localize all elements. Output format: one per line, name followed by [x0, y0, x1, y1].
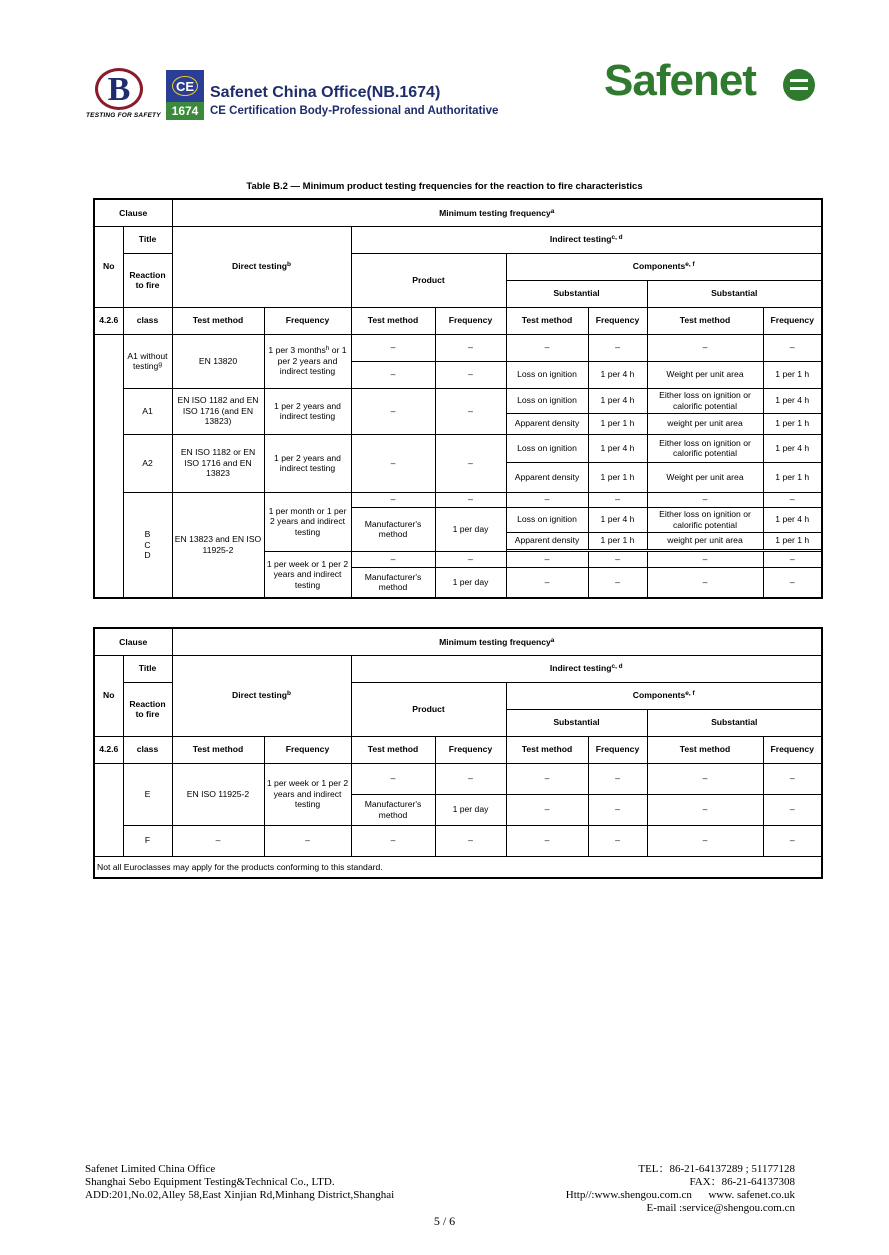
clause-header: Clause: [94, 199, 172, 226]
cell: Either loss on ignition or calorific potential: [647, 434, 763, 462]
ce-mark: CE: [172, 76, 198, 96]
cell: 1 per 4 h: [763, 507, 822, 532]
cell: Loss on ignition: [506, 388, 588, 413]
frequency-header: Frequency: [588, 736, 647, 763]
cell: –: [435, 825, 506, 856]
cell: –: [763, 334, 822, 361]
cell: –: [506, 794, 588, 825]
cell: 1 per 1 h: [588, 462, 647, 492]
cell: –: [647, 763, 763, 794]
direct-frequency-cell: 1 per week or 1 per 2 years and indirect testing: [264, 763, 351, 825]
cell: 1 per day: [435, 567, 506, 598]
substantial-header: Substantial: [647, 709, 822, 736]
footer-company: Safenet Limited China Office: [85, 1163, 216, 1175]
direct-method-cell: EN 13823 and EN ISO 11925-2: [172, 492, 264, 598]
cell: Either loss on ignition or calorific potential: [647, 507, 763, 532]
direct-testing-header: Direct testing$^b$: [172, 226, 351, 307]
table-row: [94, 856, 822, 878]
cell: –: [588, 492, 647, 507]
cell: 1 per 4 h: [763, 388, 822, 413]
test-method-header: Test method: [506, 736, 588, 763]
no-cell: [94, 763, 123, 856]
class-cell: A1 without testing$^g$: [123, 334, 172, 388]
cell: 1 per 4 h: [588, 434, 647, 462]
cell: –: [588, 334, 647, 361]
cell: –: [647, 794, 763, 825]
cell: –: [506, 334, 588, 361]
cell: Manufacturer's method: [351, 794, 435, 825]
cell: –: [506, 825, 588, 856]
cell: –: [588, 794, 647, 825]
cell: –: [763, 492, 822, 507]
test-method-header: Test method: [172, 736, 264, 763]
class-cell: A2: [123, 434, 172, 492]
safenet-brand-logo: Safenet: [604, 56, 756, 105]
frequency-header: Frequency: [435, 307, 506, 334]
table-row: [94, 434, 822, 462]
ce-eu-flag-icon: [166, 70, 204, 102]
direct-testing-header: Direct testing$^b$: [172, 655, 351, 736]
test-method-header: Test method: [647, 736, 763, 763]
cell: 1 per day: [435, 794, 506, 825]
no-cell: [94, 334, 123, 598]
cell: –: [763, 794, 822, 825]
frequency-header: Frequency: [588, 307, 647, 334]
product-header: Product: [351, 682, 506, 736]
footer-tel: TEL：86-21-64137289 ; 51177128: [638, 1163, 795, 1175]
cell: –: [351, 434, 435, 492]
cell: –: [588, 551, 647, 567]
class-cell: F: [123, 825, 172, 856]
cell: –: [435, 334, 506, 361]
substantial-header: Substantial: [506, 280, 647, 307]
reaction-to-fire-header: Reaction to fire: [123, 253, 172, 307]
cell: –: [435, 551, 506, 567]
cell: –: [506, 763, 588, 794]
testing-frequency-table-part2: [93, 627, 823, 879]
no-header: No: [94, 655, 123, 736]
test-method-header: Test method: [351, 736, 435, 763]
components-header: Components$^{e, f}$: [506, 253, 822, 280]
frequency-header: Frequency: [264, 307, 351, 334]
office-title: Safenet China Office(NB.1674): [210, 84, 441, 101]
clause-number: 4.2.6: [94, 736, 123, 763]
table-row: [94, 825, 822, 856]
table-row: [94, 388, 822, 413]
table-footnote: Not all Euroclasses may apply for the products conforming to this standard.: [94, 856, 822, 878]
cell: –: [435, 361, 506, 388]
cell: –: [351, 825, 435, 856]
direct-method-cell: EN ISO 1182 or EN ISO 1716 and EN 13823: [172, 434, 264, 492]
direct-frequency-cell: 1 per week or 1 per 2 years and indirect testing: [264, 551, 351, 598]
direct-method-cell: EN ISO 1182 and EN ISO 1716 (and EN 13823): [172, 388, 264, 434]
class-cell: B C D: [123, 492, 172, 598]
cell: –: [647, 567, 763, 598]
table-row: [94, 763, 822, 794]
cell: Loss on ignition: [506, 434, 588, 462]
footer-address-line: ADD:201,No.02,Alley 58,East Xinjian Rd,Minhang District,Shanghai: [85, 1189, 395, 1201]
nb-number: 1674: [166, 102, 204, 120]
b-testing-logo: [95, 68, 143, 110]
clause-number: 4.2.6: [94, 307, 123, 334]
cell: –: [647, 334, 763, 361]
cell: Loss on ignition: [506, 507, 588, 532]
class-cell: A1: [123, 388, 172, 434]
class-header: class: [123, 307, 172, 334]
test-method-header: Test method: [351, 307, 435, 334]
direct-method-cell: EN 13820: [172, 334, 264, 388]
direct-frequency-cell: 1 per month or 1 per 2 years and indirect testing: [264, 492, 351, 551]
cell: Apparent density: [506, 413, 588, 434]
class-header: class: [123, 736, 172, 763]
cell: –: [435, 492, 506, 507]
cell: 1 per 1 h: [763, 361, 822, 388]
indirect-testing-header: Indirect testing$^{c, d}$: [351, 655, 822, 682]
cell: –: [435, 763, 506, 794]
cell: –: [506, 551, 588, 567]
frequency-header: Frequency: [763, 307, 822, 334]
cell: –: [351, 492, 435, 507]
cell: –: [763, 567, 822, 598]
cell: 1 per 1 h: [763, 462, 822, 492]
min-testing-frequency-header: Minimum testing frequency$^a$: [172, 199, 822, 226]
cell: 1 per 4 h: [588, 507, 647, 532]
cell: –: [435, 388, 506, 434]
table-row: [94, 492, 822, 507]
cell: –: [506, 492, 588, 507]
cell: –: [506, 567, 588, 598]
cell: weight per unit area: [647, 532, 763, 549]
indirect-testing-header: Indirect testing$^{c, d}$: [351, 226, 822, 253]
components-header: Components$^{e, f}$: [506, 682, 822, 709]
table-row: [94, 334, 822, 361]
office-subtitle: CE Certification Body-Professional and Authoritative: [210, 105, 499, 117]
cell: 1 per 4 h: [588, 388, 647, 413]
title-header: Title: [123, 655, 172, 682]
class-cell: E: [123, 763, 172, 825]
page-number: 5 / 6: [433, 1214, 456, 1228]
title-header: Title: [123, 226, 172, 253]
direct-frequency-cell: 1 per 2 years and indirect testing: [264, 388, 351, 434]
cell: –: [351, 763, 435, 794]
cell: –: [588, 567, 647, 598]
cell: Weight per unit area: [647, 361, 763, 388]
cell: –: [351, 361, 435, 388]
cell: –: [351, 551, 435, 567]
reaction-to-fire-header: Reaction to fire: [123, 682, 172, 736]
test-method-header: Test method: [647, 307, 763, 334]
b-logo-letter: B: [107, 71, 131, 108]
table-caption: Table B.2 — Minimum product testing frequencies for the reaction to fire characteristics: [246, 181, 643, 192]
footer-address: [85, 1163, 394, 1202]
safenet-equals-icon: [783, 69, 815, 101]
cell: 1 per 1 h: [588, 532, 647, 549]
cell: –: [588, 825, 647, 856]
cell: –: [264, 825, 351, 856]
cell: 1 per day: [435, 507, 506, 551]
cell: 1 per 4 h: [588, 361, 647, 388]
cell: –: [351, 388, 435, 434]
cell: –: [647, 492, 763, 507]
product-header: Product: [351, 253, 506, 307]
b-logo-tagline: TESTING FOR SAFETY: [86, 112, 161, 119]
cell: –: [763, 825, 822, 856]
footer-fax: FAX：86-21-64137308: [689, 1176, 795, 1188]
substantial-header: Substantial: [506, 709, 647, 736]
cell: –: [435, 434, 506, 492]
direct-frequency-cell: 1 per 2 years and indirect testing: [264, 434, 351, 492]
cell: –: [763, 763, 822, 794]
testing-frequency-table-part1: [93, 198, 823, 599]
footer-websites: Http//:www.shengou.com.cn www. safenet.co.uk: [565, 1189, 795, 1201]
cell: Apparent density: [506, 462, 588, 492]
cell: Loss on ignition: [506, 361, 588, 388]
direct-method-cell: EN ISO 11925-2: [172, 763, 264, 825]
cell: –: [647, 551, 763, 567]
direct-frequency-cell: 1 per 3 months$^h$ or 1 per 2 years and indirect testing: [264, 334, 351, 388]
cell: –: [647, 825, 763, 856]
cell: –: [351, 334, 435, 361]
footer-company-sub: Shanghai Sebo Equipment Testing&Technical Co., LTD.: [85, 1176, 335, 1188]
cell: –: [588, 763, 647, 794]
no-header: No: [94, 226, 123, 307]
cell: Either loss on ignition or calorific potential: [647, 388, 763, 413]
cell: –: [763, 551, 822, 567]
footer-contact: [566, 1163, 795, 1215]
test-method-header: Test method: [172, 307, 264, 334]
substantial-header: Substantial: [647, 280, 822, 307]
cell: 1 per 1 h: [763, 532, 822, 549]
cell: 1 per 1 h: [588, 413, 647, 434]
cell: 1 per 4 h: [763, 434, 822, 462]
cell: Weight per unit area: [647, 462, 763, 492]
frequency-header: Frequency: [435, 736, 506, 763]
cell: Manufacturer's method: [351, 567, 435, 598]
cell: weight per unit area: [647, 413, 763, 434]
test-method-header: Test method: [506, 307, 588, 334]
clause-header: Clause: [94, 628, 172, 655]
cell: –: [172, 825, 264, 856]
frequency-header: Frequency: [264, 736, 351, 763]
min-testing-frequency-header: Minimum testing frequency$^a$: [172, 628, 822, 655]
cell: Manufacturer's method: [351, 507, 435, 551]
frequency-header: Frequency: [763, 736, 822, 763]
cell: 1 per 1 h: [763, 413, 822, 434]
cell: Apparent density: [506, 532, 588, 549]
footer-email: E-mail :service@shengou.com.cn: [646, 1202, 795, 1214]
